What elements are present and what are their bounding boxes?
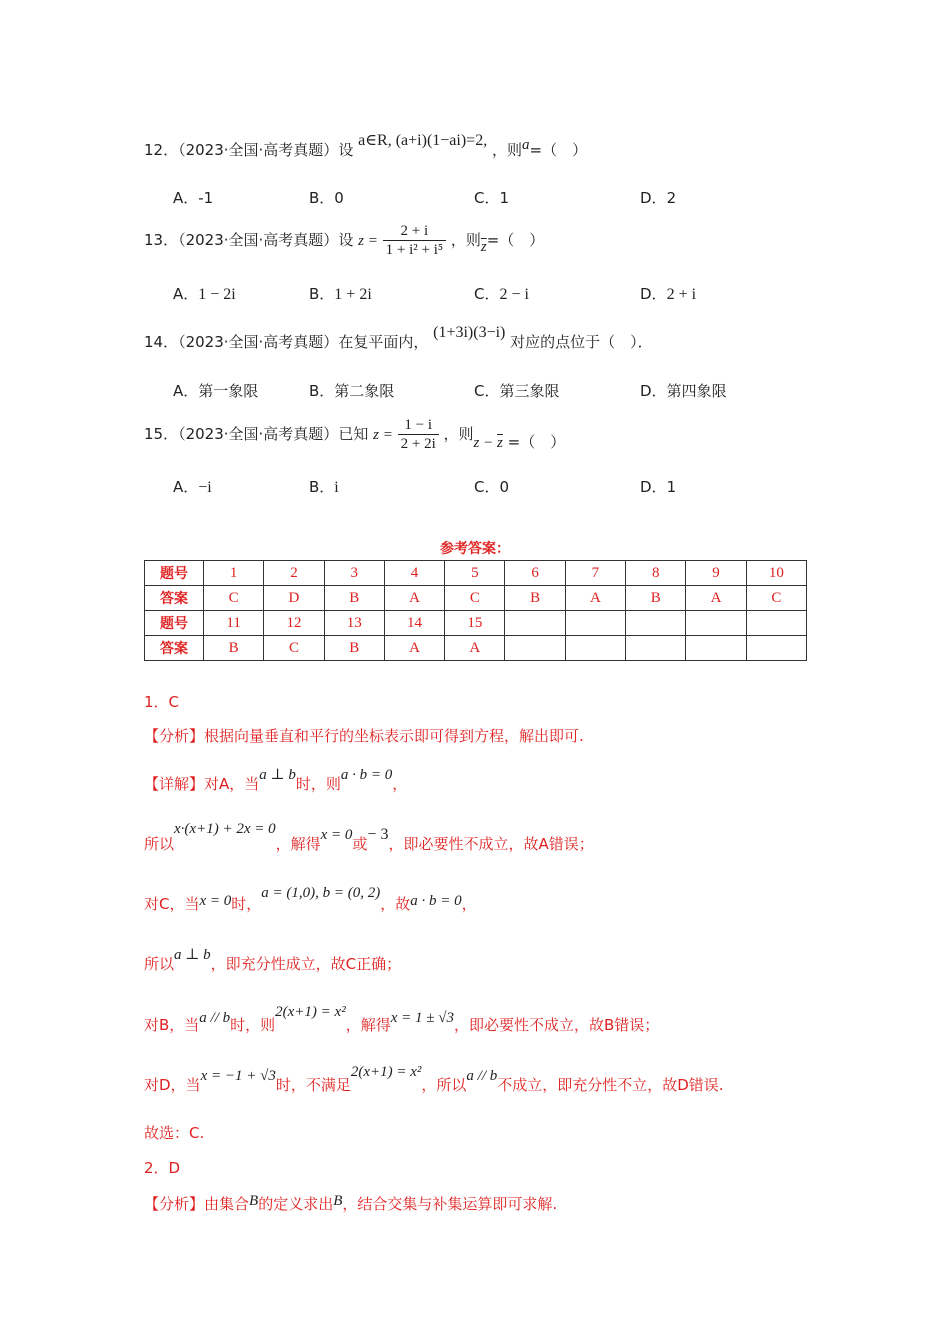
q15-option-b: B．i [309,478,339,496]
q13-option-b: B．1 + 2i [309,285,372,303]
q14-option-b: B．第二象限 [309,382,395,400]
s1-detail-line6: 对D，当x = −1 + √3时，不满足2(x+1) = x²，所以a // b不成立，即充分性不立，故D错误. [144,1064,724,1094]
q14-math: (1+3i)(3−i) [433,324,506,341]
q15-stem: 15．（2023·全国·高考真题）已知 z = $\frac{1 - i}{2 + 2i}$ ，则$z - \overline{z}$ =（ ） [144,417,566,452]
answers-title: 参考答案： [440,541,510,557]
q13-fraction: $\frac{2 + i}{\text{1 + i² + i⁵}}$ [383,222,446,259]
s2-heading: 2．D [144,1159,181,1177]
q14-option-c: C．第三象限 [474,382,560,400]
q12-math: a∈R, (a+i)(1−ai)=2, [358,132,488,149]
q12-option-d: D．2 [640,189,677,207]
table-header-cell: 答案 [145,586,204,611]
s1-detail-line5: 对B，当a // b时，则2(x+1) = x²，解得x = 1 ± √3，即必要性不成立，故B错误； [144,1004,660,1034]
q13-option-d: D．2 + i [640,285,697,303]
q14-option-a: A．第一象限 [173,382,259,400]
table-row: 题号 11 12 13 14 15 [145,611,807,636]
s1-analysis: 【分析】根据向量垂直和平行的坐标表示即可得到方程，解出即可. [144,727,584,745]
s1-detail-line2: 所以x·(x+1) + 2x = 0，解得x = 0或− 3，即必要性不成立，故A错误； [144,821,594,853]
q13-option-a: A．1 − 2i [173,285,236,303]
q14-option-d: D．第四象限 [640,382,727,400]
table-header-cell: 题号 [145,561,204,586]
q13-option-c: C．2 − i [474,285,529,303]
s1-detail-line3: 对C，当x = 0时，a = (1,0), b = (0, 2)，故a · b = 0， [144,885,477,913]
s1-detail-line4: 所以a ⊥ b，即充分性成立，故C正确； [144,947,402,973]
q12-option-b: B．0 [309,189,344,207]
s1-conclusion: 故选：C. [144,1124,205,1142]
q15-option-c: C．0 [474,478,510,496]
q13-stem: 13．（2023·全国·高考真题）设 z = $\frac{2 + i}{\text{1 + i² + i⁵}}$ ，则$\overline{z}=$（ ） [144,223,545,258]
table-header-cell: 题号 [145,611,204,636]
answer-table [144,560,807,661]
q14-stem: 14．（2023·全国·高考真题）在复平面内， (1+3i)(3−i) 对应的点位于（ ）． [144,324,653,351]
s1-heading: 1．C [144,693,180,711]
s2-analysis: 【分析】由集合B的定义求出B，结合交集与补集运算即可求解. [144,1193,558,1213]
s1-detail-line1: 【详解】对A，当a ⊥ b时，则a · b = 0， [144,767,408,793]
table-header-cell: 答案 [145,636,204,661]
table-row: 答案 B C B A A [145,636,807,661]
q15-option-a: A．−i [173,478,212,496]
q12-option-a: A．-1 [173,189,214,207]
table-row: 题号 1 2 3 4 5 6 7 8 9 10 [145,561,807,586]
q12-stem: 12．（2023·全国·高考真题）设 a∈R, (a+i)(1−ai)=2, ，则a=（ ） [144,132,588,159]
q15-option-d: D．1 [640,478,677,496]
q12-option-c: C．1 [474,189,510,207]
table-row: 答案 C D B A C B A B A C [145,586,807,611]
q15-fraction: $\frac{1 - i}{2 + 2i}$ [398,416,439,453]
